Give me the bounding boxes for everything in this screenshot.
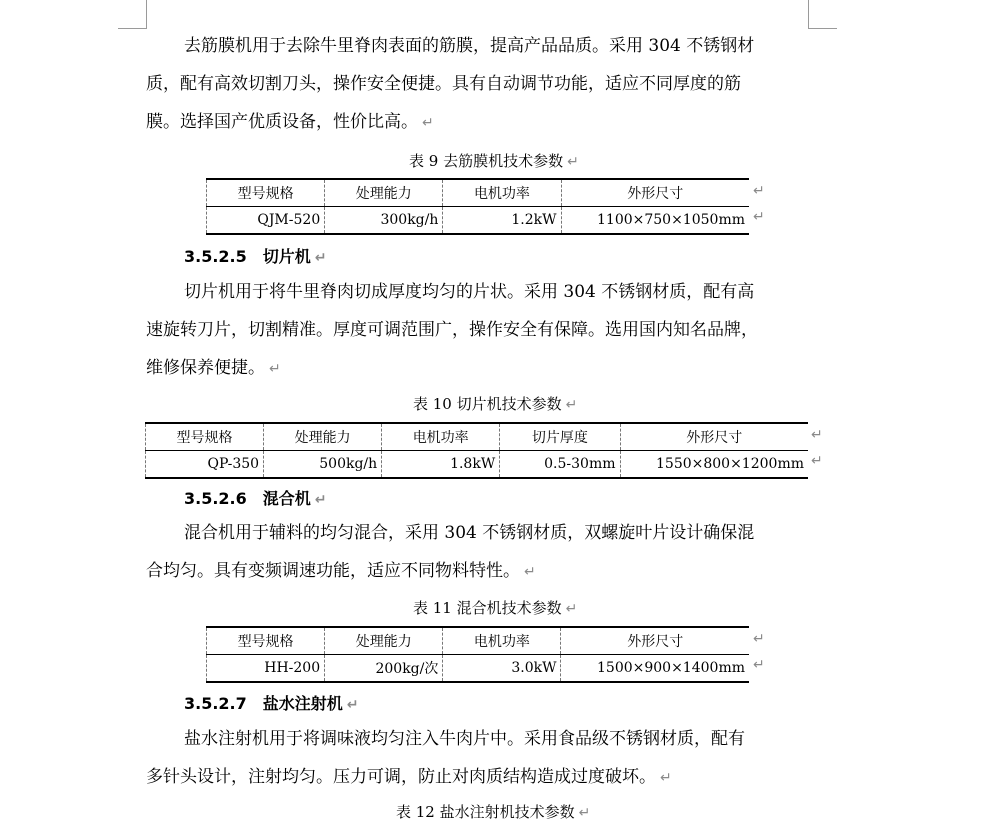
table-9-caption <box>409 150 579 171</box>
header-cell: 电机功率 <box>382 423 500 451</box>
table-9-deskinning-params <box>206 178 749 235</box>
header-cell: 电机功率 <box>443 627 561 655</box>
table-cell: QJM-520 <box>207 207 325 235</box>
header-cell: 型号规格 <box>146 423 264 451</box>
table-row <box>207 207 750 235</box>
row-end-mark-icon: ↵ <box>753 209 765 225</box>
paragraph-mark-icon: ↵ <box>346 697 359 713</box>
header-cell: 外形尺寸 <box>561 627 749 655</box>
table-header-row <box>207 179 750 207</box>
paragraph-mark-icon: ↵ <box>314 250 327 266</box>
table-cell: 1500×900×1400mm <box>561 655 749 683</box>
page-corner-top-left <box>118 0 147 29</box>
paragraph-mark-icon: ↵ <box>565 397 578 413</box>
table-row <box>207 655 750 683</box>
paragraph-line: 膜。选择国产优质设备，性价比高。 <box>146 112 418 132</box>
row-end-mark-icon: ↵ <box>753 657 765 673</box>
section-heading-brine-injector <box>184 691 359 714</box>
header-cell: 型号规格 <box>207 179 325 207</box>
header-cell: 处理能力 <box>264 423 382 451</box>
table-12-caption <box>396 801 590 822</box>
table-row <box>146 451 809 479</box>
table-11-caption <box>413 597 577 618</box>
table-cell: 300kg/h <box>325 207 443 235</box>
header-cell: 处理能力 <box>325 179 443 207</box>
paragraph-mark-icon: ↵ <box>422 115 434 131</box>
header-cell: 处理能力 <box>325 627 443 655</box>
paragraph-line: 多针头设计，注射均匀。压力可调，防止对肉质结构造成过度破坏。 <box>146 767 656 787</box>
table-cell: 3.0kW <box>443 655 561 683</box>
table-cell: 0.5-30mm <box>500 451 620 479</box>
caption-text: 表 10 切片机技术参数 <box>413 395 562 413</box>
row-end-mark-icon: ↵ <box>753 631 765 647</box>
table-cell: 1.8kW <box>382 451 500 479</box>
paragraph-mark-icon: ↵ <box>314 492 327 508</box>
paragraph-line: 速旋转刀片，切割精准。厚度可调范围广，操作安全有保障。选用国内知名品牌， <box>146 320 758 340</box>
row-end-mark-icon: ↵ <box>753 183 765 199</box>
table-cell: 1550×800×1200mm <box>620 451 808 479</box>
paragraph-brine-injector <box>146 720 816 797</box>
row-end-mark-icon: ↵ <box>811 453 823 469</box>
paragraph-mark-icon: ↵ <box>269 361 281 377</box>
paragraph-mark-icon: ↵ <box>524 564 536 580</box>
header-cell: 电机功率 <box>443 179 561 207</box>
header-cell: 外形尺寸 <box>561 179 749 207</box>
table-cell: 200kg/次 <box>325 655 443 683</box>
page-corner-top-right <box>808 0 837 29</box>
table-cell: 1.2kW <box>443 207 561 235</box>
paragraph-line: 盐水注射机用于将调味液均匀注入牛肉片中。采用食品级不锈钢材质，配有 <box>184 729 745 749</box>
header-cell: 外形尺寸 <box>620 423 808 451</box>
section-title: 盐水注射机 <box>262 694 343 713</box>
paragraph-line: 切片机用于将牛里脊肉切成厚度均匀的片状。采用 304 不锈钢材质，配有高 <box>184 282 755 302</box>
section-title: 混合机 <box>262 489 311 508</box>
table-cell: 500kg/h <box>264 451 382 479</box>
table-11-mixer-params <box>206 626 749 683</box>
paragraph-mark-icon: ↵ <box>565 601 578 617</box>
table-header-row <box>207 627 750 655</box>
paragraph-mark-icon: ↵ <box>567 154 579 170</box>
caption-text: 表 11 混合机技术参数 <box>413 599 562 617</box>
table-cell: HH-200 <box>207 655 325 683</box>
section-number: 3.5.2.5 <box>184 247 247 266</box>
table-10-caption <box>413 393 577 414</box>
paragraph-slicer <box>146 273 816 388</box>
paragraph-line: 质，配有高效切割刀头，操作安全便捷。具有自动调节功能，适应不同厚度的筋 <box>146 74 741 94</box>
paragraph-line: 混合机用于辅料的均匀混合，采用 304 不锈钢材质，双螺旋叶片设计确保混 <box>184 523 755 543</box>
paragraph-mixer <box>146 514 816 591</box>
table-cell: 1100×750×1050mm <box>561 207 749 235</box>
header-cell: 切片厚度 <box>500 423 620 451</box>
paragraph-mark-icon: ↵ <box>660 770 672 786</box>
table-10-slicer-params <box>145 422 808 479</box>
paragraph-line: 去筋膜机用于去除牛里脊肉表面的筋膜，提高产品品质。采用 304 不锈钢材 <box>184 36 755 56</box>
paragraph-line: 维修保养便捷。 <box>146 358 265 378</box>
header-cell: 型号规格 <box>207 627 325 655</box>
paragraph-deskinning-machine <box>146 27 816 142</box>
paragraph-mark-icon: ↵ <box>578 805 591 821</box>
table-cell: QP-350 <box>146 451 264 479</box>
section-number: 3.5.2.7 <box>184 694 247 713</box>
paragraph-line: 合均匀。具有变频调速功能，适应不同物料特性。 <box>146 561 520 581</box>
table-header-row <box>146 423 809 451</box>
caption-text: 表 12 盐水注射机技术参数 <box>396 803 575 821</box>
section-number: 3.5.2.6 <box>184 489 247 508</box>
row-end-mark-icon: ↵ <box>811 427 823 443</box>
section-heading-slicer <box>184 244 327 267</box>
section-title: 切片机 <box>262 247 311 266</box>
caption-text: 表 9 去筋膜机技术参数 <box>409 152 564 170</box>
section-heading-mixer <box>184 486 327 509</box>
